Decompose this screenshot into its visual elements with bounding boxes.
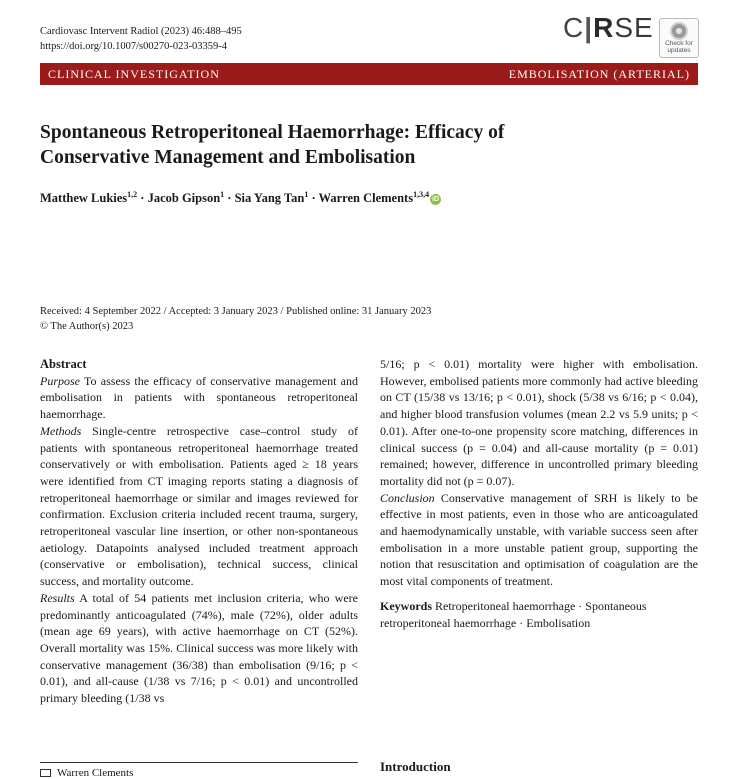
corresponding-author[interactable]: Warren Clements [57, 767, 134, 779]
banner-category: CLINICAL INVESTIGATION [48, 67, 220, 81]
abstract-column-left [40, 356, 358, 707]
article-title: Spontaneous Retroperitoneal Haemorrhage: Efficacy of Conservative Management and Embolisation [40, 122, 505, 168]
cirse-logo: C|RSE [563, 12, 654, 43]
history-dates: Received: 4 September 2022 / Accepted: 3 January 2023 / Published online: 31 January 2023 [40, 306, 432, 317]
journal-citation-block [40, 24, 242, 54]
author-list: Matthew Lukies$^{1,2}$ · Jacob Gipson$^1$ · Sia Yang Tan$^1$ · Warren Clements$^{1,3,4}$iD [40, 190, 440, 206]
publication-dates [40, 304, 431, 334]
abstract-conclusion: Conclusion Conservative management of SRH is likely to be effective in most patients, even in those who are anticoagulated and haemodynamically unstable, with variable success seen after embolisation in a more unstable patient group, supporting the notion that resuscitation and optimisation of coagulation are the most vital components of treatment. [380, 490, 698, 589]
author-name[interactable]: Sia Yang Tan [234, 191, 305, 206]
author-name[interactable]: Jacob Gipson [147, 191, 221, 206]
author-name[interactable]: Warren Clements [318, 191, 414, 206]
keywords: Keywords Retroperitoneal haemorrhage · Spontaneous retroperitoneal haemorrhage · Embolisation [380, 598, 647, 630]
abstract-purpose: Purpose To assess the efficacy of conservative management and embolisation in patients with spontaneous retroperitoneal haemorrhage. [40, 373, 358, 422]
introduction-heading: Introduction [380, 759, 451, 774]
abstract-results: Results A total of 54 patients met inclusion criteria, who were predominantly anticoagulated (74%), male (72%), older adults (mean age 69 years), with active haemorrhage on CT (52%). Overall mortality was 15%. Clinical success was more likely with conservative management (36/38) than embolisation (9/16; p < 0.01), and all-cause (1/38 vs 7/16; p < 0.01) and uncontrolled primary bleeding (1/38 vs [40, 590, 358, 706]
footnote-divider [40, 762, 358, 763]
copyright: © The Author(s) 2023 [40, 321, 134, 332]
banner-subcategory: EMBOLISATION (ARTERIAL) [508, 67, 690, 81]
update-icon [670, 22, 688, 40]
abstract-heading: Abstract [40, 357, 87, 371]
journal-citation: Cardiovasc Intervent Radiol (2023) 46:488–495 [40, 26, 242, 37]
abstract-results-continued: 5/16; p < 0.01) mortality were higher with embolisation. However, embolised patients more commonly had active bleeding on CT (15/38 vs 13/16; p < 0.01), shock (5/38 vs 6/16; p < 0.04), and higher blood transfusion volumes (mean 2.2 vs 5.9 units; p < 0.01). After one-to-one propensity score matching, differences in clinical success (p = 0.04) and all-cause mortality (p = 0.01) remained; however, difference in uncontrolled primary bleeding mortality did not (p = 0.07). [380, 357, 698, 488]
doi-link[interactable]: https://doi.org/10.1007/s00270-023-03359-4 [40, 41, 228, 52]
orcid-icon[interactable]: iD [432, 195, 440, 203]
abstract-column-right [380, 356, 698, 631]
abstract-methods: Methods Single-centre retrospective case–control study of patients with spontaneous retroperitoneal haemorrhage treated conservatively or with embolisation. Patients aged ≥ 18 years were identified from CT imaging reports stating a diagnosis of retroperitoneal haemorrhage or similar and images reviewed for confirmation. Exclusion criteria included recent trauma, surgery, retroperitoneal vascular line insertion, or other non-spontaneous aetiology. Datapoints analysed included treatment approach (conservative or embolisation), technical success, clinical success, and mortality outcome. [40, 423, 358, 589]
section-banner [40, 63, 698, 85]
check-for-updates-badge[interactable]: Check for updates [659, 18, 699, 58]
author-name[interactable]: Matthew Lukies [40, 191, 128, 206]
correspondence-footnote [40, 767, 133, 779]
envelope-icon [40, 769, 51, 777]
